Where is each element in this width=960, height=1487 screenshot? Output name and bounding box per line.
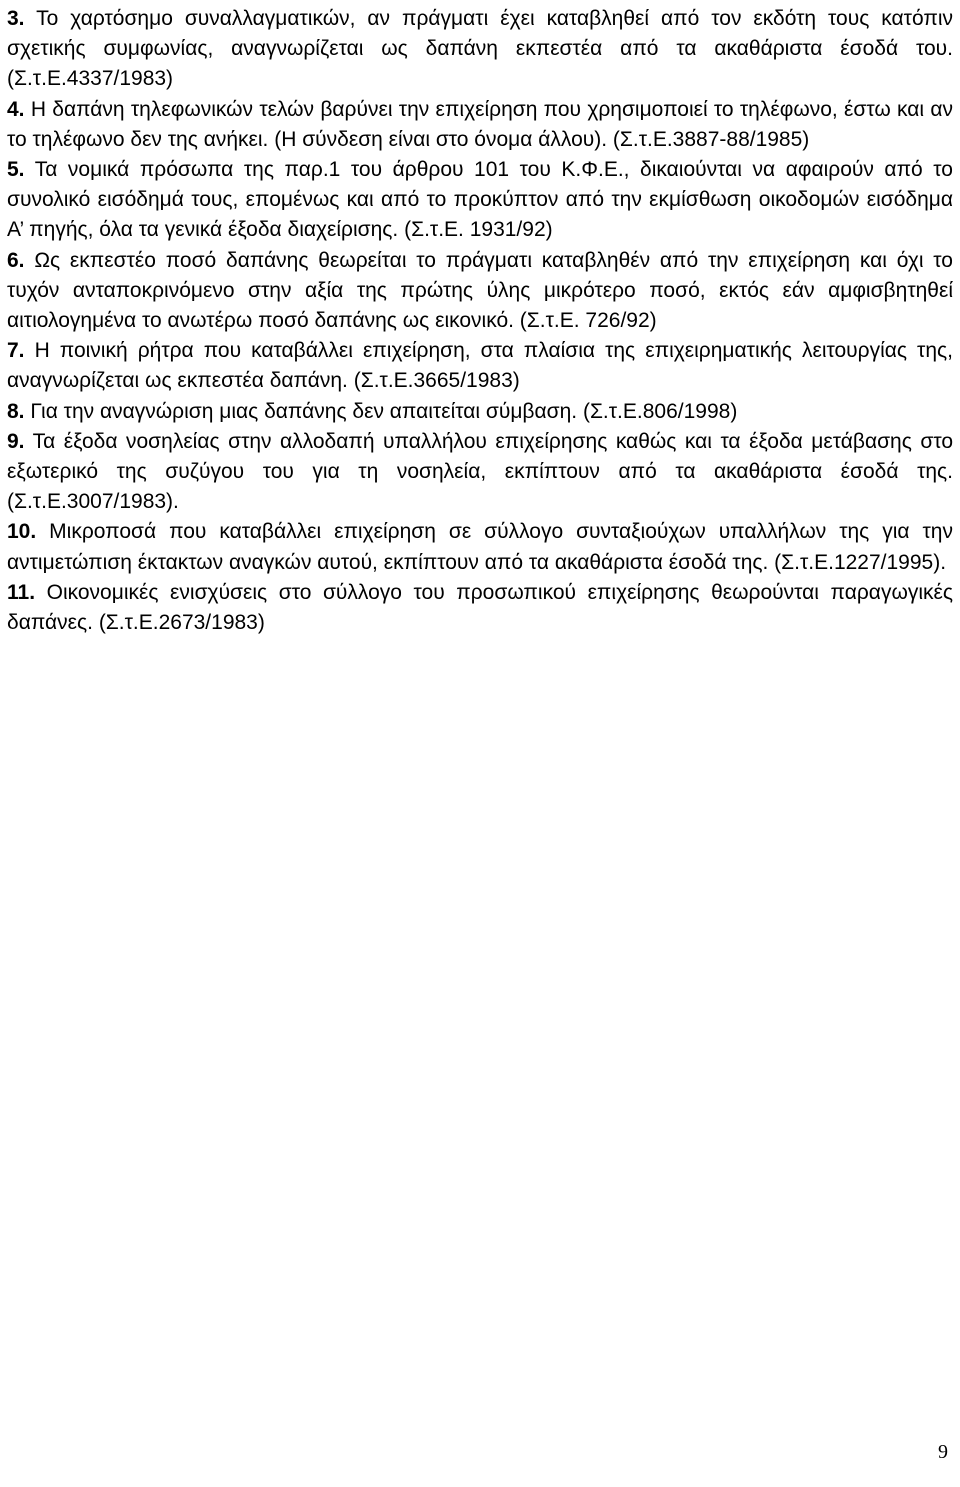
item-number: 9. [7, 429, 25, 453]
list-item [7, 95, 953, 155]
item-text: Η δαπάνη τηλεφωνικών τελών βαρύνει την επιχείρηση που χρησιμοποιεί το τηλέφωνο, έστω και αν το τηλέφωνο δεν της ανήκει. (Η σύνδεση είναι στο όνομα άλλου). (Σ.τ.Ε.3887-88/1985) [7, 97, 953, 151]
item-number: 3. [7, 7, 25, 30]
list-item [7, 246, 953, 337]
item-number: 7. [7, 339, 25, 363]
item-number: 4. [7, 97, 25, 121]
list-item [7, 4, 953, 95]
item-number: 6. [7, 248, 25, 272]
item-number: 10. [7, 520, 37, 544]
page-number: 9 [938, 1441, 948, 1463]
list-item [7, 397, 953, 427]
list-item [7, 427, 953, 518]
list-item [7, 517, 953, 577]
list-item [7, 155, 953, 246]
item-text: Ως εκπεστέο ποσό δαπάνης θεωρείται το πράγματι καταβληθέν από την επιχείρηση και όχι το τυχόν ανταποκρινόμενο στην αξία της πρώτης ύλης μικρότερο ποσό, εκτός εάν αμφισβητηθεί αιτιολογημένα το ανωτέρω ποσό δαπάνης ως εικονικό. (Σ.τ.Ε. 726/92) [7, 248, 953, 333]
list-item [7, 336, 953, 396]
list-item [7, 578, 953, 638]
item-text: Οικονομικές ενισχύσεις στο σύλλογο του προσωπικού επιχείρησης θεωρούνται παραγωγικές δαπάνες. (Σ.τ.Ε.2673/1983) [7, 580, 953, 635]
item-text: Το χαρτόσημο συναλλαγματικών, αν πράγματι έχει καταβληθεί από τον εκδότη τους κατόπιν σχετικής συμφωνίας, αναγνωρίζεται ως δαπάνη εκπεστέα από τα ακαθάριστα έσοδά του. (Σ.τ.Ε.4337/1983) [7, 7, 953, 91]
item-text: Μικροποσά που καταβάλλει επιχείρηση σε σύλλογο συνταξιούχων υπαλλήλων της για την αντιμετώπιση έκτακτων αναγκών αυτού, εκπίπτουν από τα ακαθάριστα έσοδά της. (Σ.τ.Ε.1227/1995). [7, 520, 953, 574]
item-text: Τα έξοδα νοσηλείας στην αλλοδαπή υπαλλήλου επιχείρησης καθώς και τα έξοδα μετάβασης στο εξωτερικό της συζύγου του για τη νοσηλεία, εκπίπτουν από τα ακαθάριστα έσοδά της. (Σ.τ.Ε.3007/1983). [7, 429, 953, 514]
item-number: 11. [7, 580, 36, 604]
item-text: Για την αναγνώριση μιας δαπάνης δεν απαιτείται σύμβαση. (Σ.τ.Ε.806/1998) [30, 399, 738, 423]
item-number: 8. [7, 399, 25, 423]
item-number: 5. [7, 158, 25, 182]
document-body [7, 4, 953, 638]
item-text: Η ποινική ρήτρα που καταβάλλει επιχείρηση, στα πλαίσια της επιχειρηματικής λειτουργίας της, αναγνωρίζεται ως εκπεστέα δαπάνη. (Σ.τ.Ε.3665/1983) [7, 339, 953, 393]
item-text: Τα νομικά πρόσωπα της παρ.1 του άρθρου 101 του Κ.Φ.Ε., δικαιούνται να αφαιρούν από το συνολικό εισόδημά τους, επομένως και από το προκύπτον από την εκμίσθωση οικοδομών εισόδημα Α’ πηγής, όλα τα γενικά έξοδα διαχείρισης. (Σ.τ.Ε. 1931/92) [7, 158, 953, 242]
